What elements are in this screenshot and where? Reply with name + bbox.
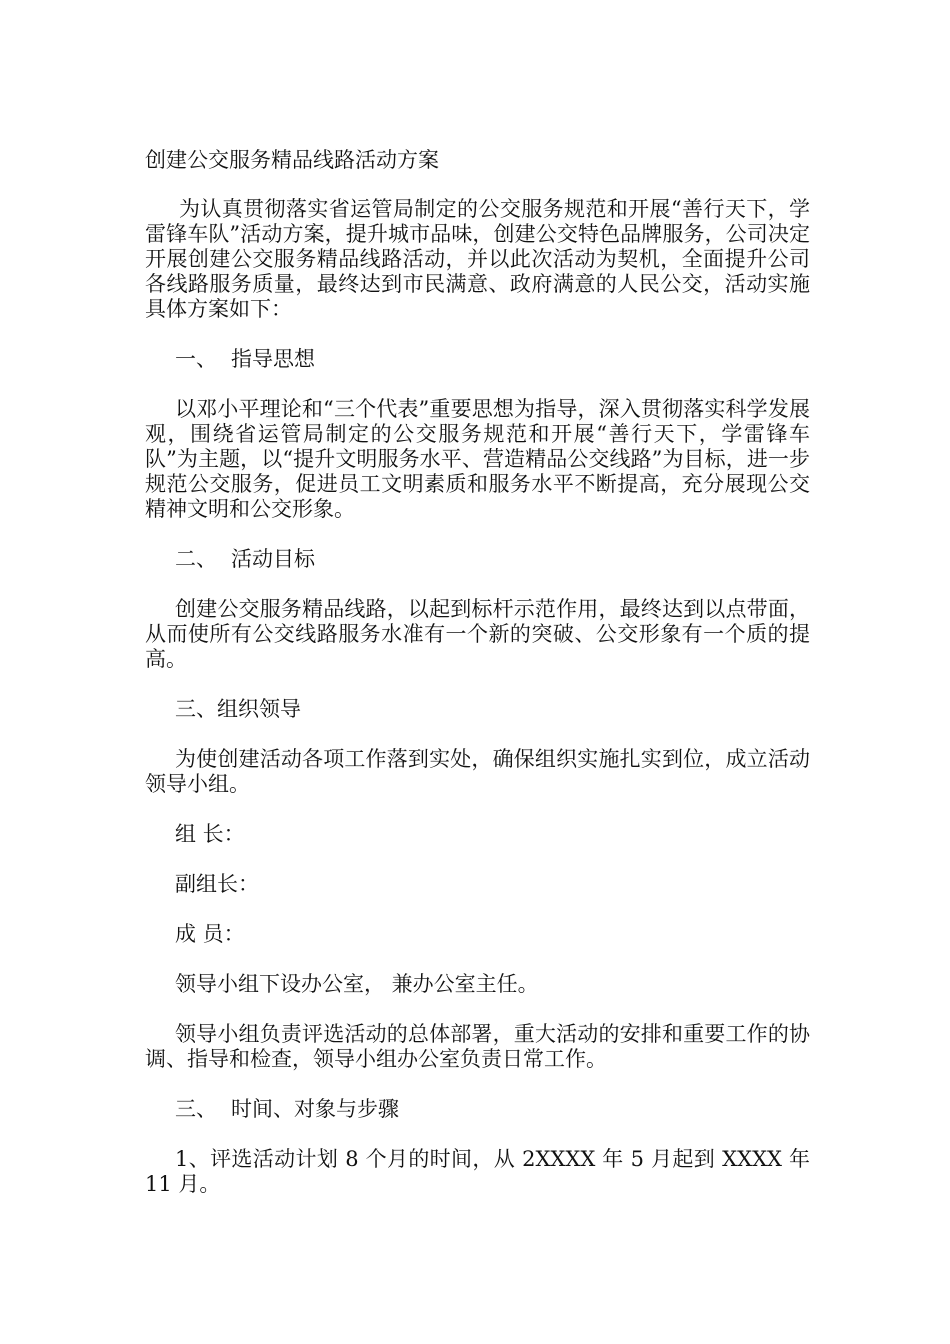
section-heading-guiding-thought [145, 347, 810, 372]
section-title: 时间、对象与步骤 [231, 1097, 399, 1121]
leadership-duty-paragraph: 领导小组负责评选活动的总体部署，重大活动的安排和重要工作的协调、指导和检查，领导小组办公室负责日常工作。 [145, 1022, 810, 1071]
section-title: 指导思想 [231, 347, 315, 371]
section-number: 三、 [175, 1097, 217, 1121]
organization-paragraph: 为使创建活动各项工作落到实处，确保组织实施扎实到位，成立活动领导小组。 [145, 747, 810, 796]
activity-goal-paragraph: 创建公交服务精品线路，以起到标杆示范作用，最终达到以点带面，从而使所有公交线路服务水准有一个新的突破、公交形象有一个质的提高。 [145, 597, 810, 671]
section-heading-schedule [145, 1097, 810, 1122]
leader-line: 组 长： [175, 822, 245, 846]
schedule-item-1: 1、评选活动计划 8 个月的时间，从 2XXXX 年 5 月起到 XXXX 年 11 月。 [145, 1147, 810, 1196]
section-number: 一、 [175, 347, 217, 371]
section-heading-activity-goal [145, 547, 810, 572]
document-page [145, 148, 810, 1222]
section-title: 活动目标 [231, 547, 315, 571]
guiding-thought-paragraph: 以邓小平理论和“三个代表”重要思想为指导，深入贯彻落实科学发展观，围绕省运管局制定的公交服务规范和开展“善行天下，学雷锋车队”为主题，以“提升文明服务水平、营造精品公交线路”为目标，进一步规范公交服务，促进员工文明素质和服务水平不断提高，充分展现公交精神文明和公交形象。 [145, 397, 810, 521]
office-line: 领导小组下设办公室， 兼办公室主任。 [175, 972, 539, 996]
members-line: 成 员： [175, 922, 245, 946]
document-title: 创建公交服务精品线路活动方案 [145, 148, 439, 172]
intro-paragraph: 为认真贯彻落实省运管局制定的公交服务规范和开展“善行天下，学雷锋车队”活动方案，提升城市品味，创建公交特色品牌服务，公司决定开展创建公交服务精品线路活动，并以此次活动为契机，全面提升公司各线路服务质量，最终达到市民满意、政府满意的人民公交，活动实施具体方案如下： [145, 197, 810, 321]
section-heading-organization: 三、组织领导 [175, 697, 301, 721]
section-number: 二、 [175, 547, 217, 571]
deputy-leader-line: 副组长： [175, 872, 259, 896]
